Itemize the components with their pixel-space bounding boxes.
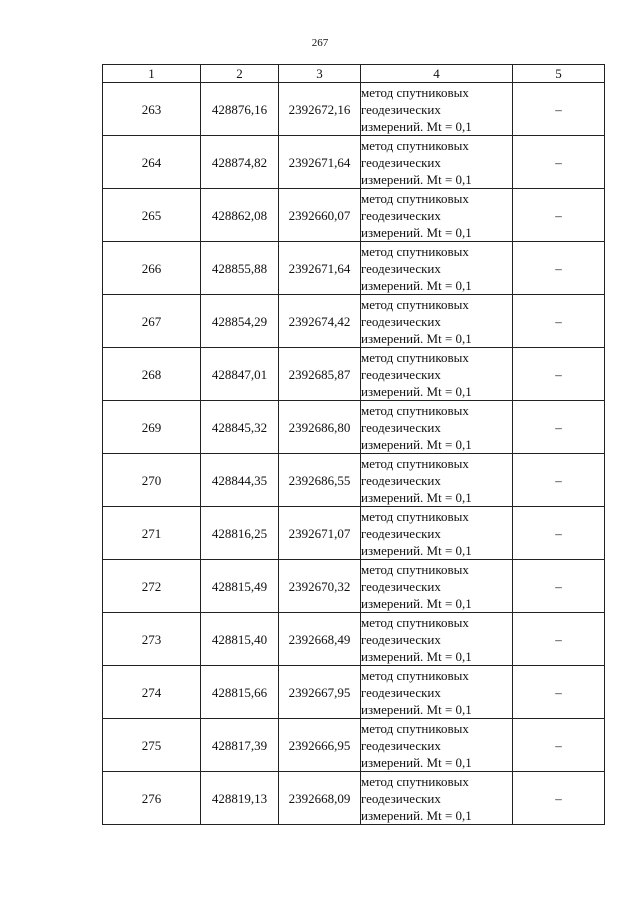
method-line: геодезических bbox=[361, 366, 441, 382]
method-line: измерений. Mt = 0,1 bbox=[361, 330, 472, 346]
coordinate-y: 2392671,64 bbox=[279, 242, 361, 295]
point-number: 269 bbox=[103, 401, 201, 454]
table-row bbox=[103, 348, 605, 401]
column-5-value: – bbox=[513, 295, 605, 348]
coordinates-table bbox=[102, 64, 605, 825]
point-number: 275 bbox=[103, 719, 201, 772]
table-row bbox=[103, 189, 605, 242]
table-row bbox=[103, 295, 605, 348]
method-line: метод спутниковых bbox=[361, 84, 469, 100]
coordinate-x: 428816,25 bbox=[201, 507, 279, 560]
table-row bbox=[103, 83, 605, 136]
measurement-method bbox=[361, 507, 513, 560]
point-number: 267 bbox=[103, 295, 201, 348]
coordinate-y: 2392685,87 bbox=[279, 348, 361, 401]
column-5-value: – bbox=[513, 613, 605, 666]
point-number: 270 bbox=[103, 454, 201, 507]
method-line: измерений. Mt = 0,1 bbox=[361, 224, 472, 240]
header-row bbox=[103, 65, 605, 83]
coordinate-x: 428815,40 bbox=[201, 613, 279, 666]
coordinate-x: 428844,35 bbox=[201, 454, 279, 507]
point-number: 264 bbox=[103, 136, 201, 189]
coordinate-x: 428847,01 bbox=[201, 348, 279, 401]
point-number: 276 bbox=[103, 772, 201, 825]
column-5-value: – bbox=[513, 719, 605, 772]
coordinate-y: 2392668,49 bbox=[279, 613, 361, 666]
table-row bbox=[103, 242, 605, 295]
coordinate-y: 2392671,07 bbox=[279, 507, 361, 560]
column-5-value: – bbox=[513, 666, 605, 719]
method-line: измерений. Mt = 0,1 bbox=[361, 383, 472, 399]
header-cell-4: 4 bbox=[361, 65, 513, 83]
column-5-value: – bbox=[513, 507, 605, 560]
measurement-method bbox=[361, 295, 513, 348]
coordinate-y: 2392674,42 bbox=[279, 295, 361, 348]
coordinate-y: 2392686,55 bbox=[279, 454, 361, 507]
method-line: измерений. Mt = 0,1 bbox=[361, 648, 472, 664]
method-line: метод спутниковых bbox=[361, 137, 469, 153]
measurement-method bbox=[361, 560, 513, 613]
coordinate-x: 428819,13 bbox=[201, 772, 279, 825]
point-number: 265 bbox=[103, 189, 201, 242]
coordinate-y: 2392686,80 bbox=[279, 401, 361, 454]
method-line: измерений. Mt = 0,1 bbox=[361, 436, 472, 452]
table-row bbox=[103, 613, 605, 666]
coordinate-y: 2392672,16 bbox=[279, 83, 361, 136]
method-line: метод спутниковых bbox=[361, 349, 469, 365]
column-5-value: – bbox=[513, 560, 605, 613]
header-cell-5: 5 bbox=[513, 65, 605, 83]
coordinate-x: 428854,29 bbox=[201, 295, 279, 348]
column-5-value: – bbox=[513, 83, 605, 136]
method-line: геодезических bbox=[361, 684, 441, 700]
coordinate-y: 2392667,95 bbox=[279, 666, 361, 719]
column-5-value: – bbox=[513, 401, 605, 454]
column-5-value: – bbox=[513, 772, 605, 825]
table-row bbox=[103, 401, 605, 454]
coordinate-x: 428817,39 bbox=[201, 719, 279, 772]
point-number: 273 bbox=[103, 613, 201, 666]
method-line: геодезических bbox=[361, 631, 441, 647]
measurement-method bbox=[361, 666, 513, 719]
measurement-method bbox=[361, 136, 513, 189]
method-line: измерений. Mt = 0,1 bbox=[361, 277, 472, 293]
method-line: геодезических bbox=[361, 154, 441, 170]
method-line: метод спутниковых bbox=[361, 720, 469, 736]
method-line: измерений. Mt = 0,1 bbox=[361, 807, 472, 823]
measurement-method bbox=[361, 348, 513, 401]
point-number: 272 bbox=[103, 560, 201, 613]
point-number: 271 bbox=[103, 507, 201, 560]
method-line: метод спутниковых bbox=[361, 190, 469, 206]
measurement-method bbox=[361, 613, 513, 666]
coordinate-x: 428876,16 bbox=[201, 83, 279, 136]
method-line: метод спутниковых bbox=[361, 614, 469, 630]
coordinate-x: 428855,88 bbox=[201, 242, 279, 295]
method-line: метод спутниковых bbox=[361, 773, 469, 789]
method-line: геодезических bbox=[361, 419, 441, 435]
table-header bbox=[103, 65, 605, 83]
column-5-value: – bbox=[513, 189, 605, 242]
method-line: измерений. Mt = 0,1 bbox=[361, 701, 472, 717]
measurement-method bbox=[361, 719, 513, 772]
coordinate-y: 2392660,07 bbox=[279, 189, 361, 242]
table-row bbox=[103, 136, 605, 189]
column-5-value: – bbox=[513, 242, 605, 295]
method-line: геодезических bbox=[361, 790, 441, 806]
method-line: метод спутниковых bbox=[361, 402, 469, 418]
point-number: 268 bbox=[103, 348, 201, 401]
method-line: геодезических bbox=[361, 737, 441, 753]
column-5-value: – bbox=[513, 136, 605, 189]
coordinate-x: 428815,49 bbox=[201, 560, 279, 613]
table-row bbox=[103, 719, 605, 772]
measurement-method bbox=[361, 242, 513, 295]
method-line: метод спутниковых bbox=[361, 296, 469, 312]
coordinate-y: 2392671,64 bbox=[279, 136, 361, 189]
table-row bbox=[103, 507, 605, 560]
measurement-method bbox=[361, 189, 513, 242]
method-line: метод спутниковых bbox=[361, 508, 469, 524]
measurement-method bbox=[361, 454, 513, 507]
table-body bbox=[103, 83, 605, 825]
coordinate-y: 2392668,09 bbox=[279, 772, 361, 825]
coordinate-x: 428845,32 bbox=[201, 401, 279, 454]
measurement-method bbox=[361, 772, 513, 825]
column-5-value: – bbox=[513, 348, 605, 401]
header-cell-3: 3 bbox=[279, 65, 361, 83]
coordinate-x: 428862,08 bbox=[201, 189, 279, 242]
table-row bbox=[103, 560, 605, 613]
coordinate-y: 2392670,32 bbox=[279, 560, 361, 613]
table-row bbox=[103, 772, 605, 825]
method-line: измерений. Mt = 0,1 bbox=[361, 542, 472, 558]
method-line: метод спутниковых bbox=[361, 243, 469, 259]
method-line: измерений. Mt = 0,1 bbox=[361, 489, 472, 505]
method-line: геодезических bbox=[361, 525, 441, 541]
method-line: измерений. Mt = 0,1 bbox=[361, 754, 472, 770]
point-number: 274 bbox=[103, 666, 201, 719]
table-row bbox=[103, 666, 605, 719]
method-line: метод спутниковых bbox=[361, 561, 469, 577]
point-number: 266 bbox=[103, 242, 201, 295]
method-line: геодезических bbox=[361, 578, 441, 594]
measurement-method bbox=[361, 401, 513, 454]
column-5-value: – bbox=[513, 454, 605, 507]
page-number: 267 bbox=[311, 37, 329, 49]
method-line: геодезических bbox=[361, 101, 441, 117]
method-line: измерений. Mt = 0,1 bbox=[361, 118, 472, 134]
method-line: метод спутниковых bbox=[361, 667, 469, 683]
method-line: геодезических bbox=[361, 260, 441, 276]
coordinate-x: 428874,82 bbox=[201, 136, 279, 189]
method-line: геодезических bbox=[361, 207, 441, 223]
method-line: геодезических bbox=[361, 472, 441, 488]
coordinate-y: 2392666,95 bbox=[279, 719, 361, 772]
method-line: геодезических bbox=[361, 313, 441, 329]
method-line: измерений. Mt = 0,1 bbox=[361, 171, 472, 187]
method-line: метод спутниковых bbox=[361, 455, 469, 471]
point-number: 263 bbox=[103, 83, 201, 136]
coordinate-x: 428815,66 bbox=[201, 666, 279, 719]
measurement-method bbox=[361, 83, 513, 136]
method-line: измерений. Mt = 0,1 bbox=[361, 595, 472, 611]
header-cell-2: 2 bbox=[201, 65, 279, 83]
table-row bbox=[103, 454, 605, 507]
header-cell-1: 1 bbox=[103, 65, 201, 83]
